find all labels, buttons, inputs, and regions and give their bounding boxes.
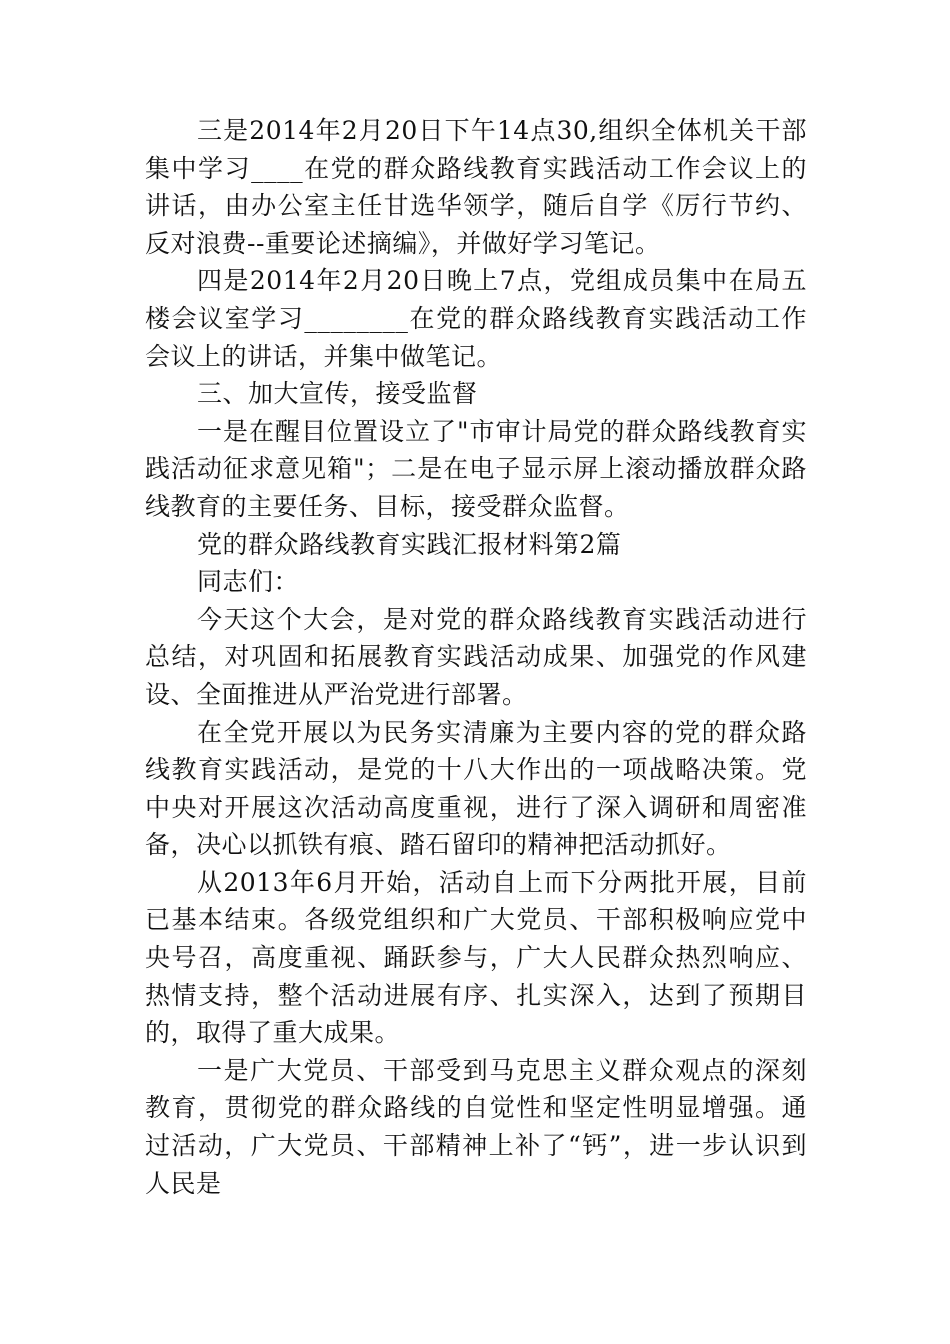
paragraph-meeting-purpose: 今天这个大会，是对党的群众路线教育实践活动进行总结，对巩固和拓展教育实践活动成果、加强党的作风建设、全面推进从严治党进行部署。 (145, 604, 807, 709)
paragraph-suggestion-box: 一是在醒目位置设立了"市审计局党的群众路线教育实践活动征求意见箱"；二是在电子显示屏上滚动播放群众路线教育的主要任务、目标，接受群众监督。 (145, 416, 807, 521)
section-heading-publicity: 三、加大宣传，接受监督 (197, 379, 478, 409)
salutation: 同志们： (197, 567, 300, 597)
paragraph-strategic-decision: 在全党开展以为民务实清廉为主要内容的党的群众路线教育实践活动，是党的十八大作出的一项战略决策。党中央对开展这次活动高度重视，进行了深入调研和周密准备，决心以抓铁有痕、踏石留印的精神把活动抓好。 (145, 717, 807, 860)
article-title-part-2: 党的群众路线教育实践汇报材料第2篇 (197, 529, 622, 559)
paragraph-activity-progress: 从2013年6月开始，活动自上而下分两批开展，目前已基本结束。各级党组织和广大党员、干部积极响应党中央号召，高度重视、踊跃参与，广大人民群众热烈响应、热情支持，整个活动进展有序、扎实深入，达到了预期目的，取得了重大成果。 (145, 867, 807, 1048)
paragraph-achievement-one: 一是广大党员、干部受到马克思主义群众观点的深刻教育，贯彻党的群众路线的自觉性和坚定性明显增强。通过活动，广大党员、干部精神上补了“钙”，进一步认识到人民是 (145, 1055, 807, 1198)
document-page (145, 112, 807, 1202)
paragraph-study-session-evening: 四是2014年2月20日晚上7点，党组成员集中在局五楼会议室学习________在党的群众路线教育实践活动工作会议上的讲话，并集中做笔记。 (145, 266, 807, 371)
paragraph-study-session-afternoon: 三是2014年2月20日下午14点30,组织全体机关干部集中学习____在党的群众路线教育实践活动工作会议上的讲话，由办公室主任甘选华领学，随后自学《厉行节约、反对浪费--重要论述摘编》，并做好学习笔记。 (145, 116, 807, 258)
